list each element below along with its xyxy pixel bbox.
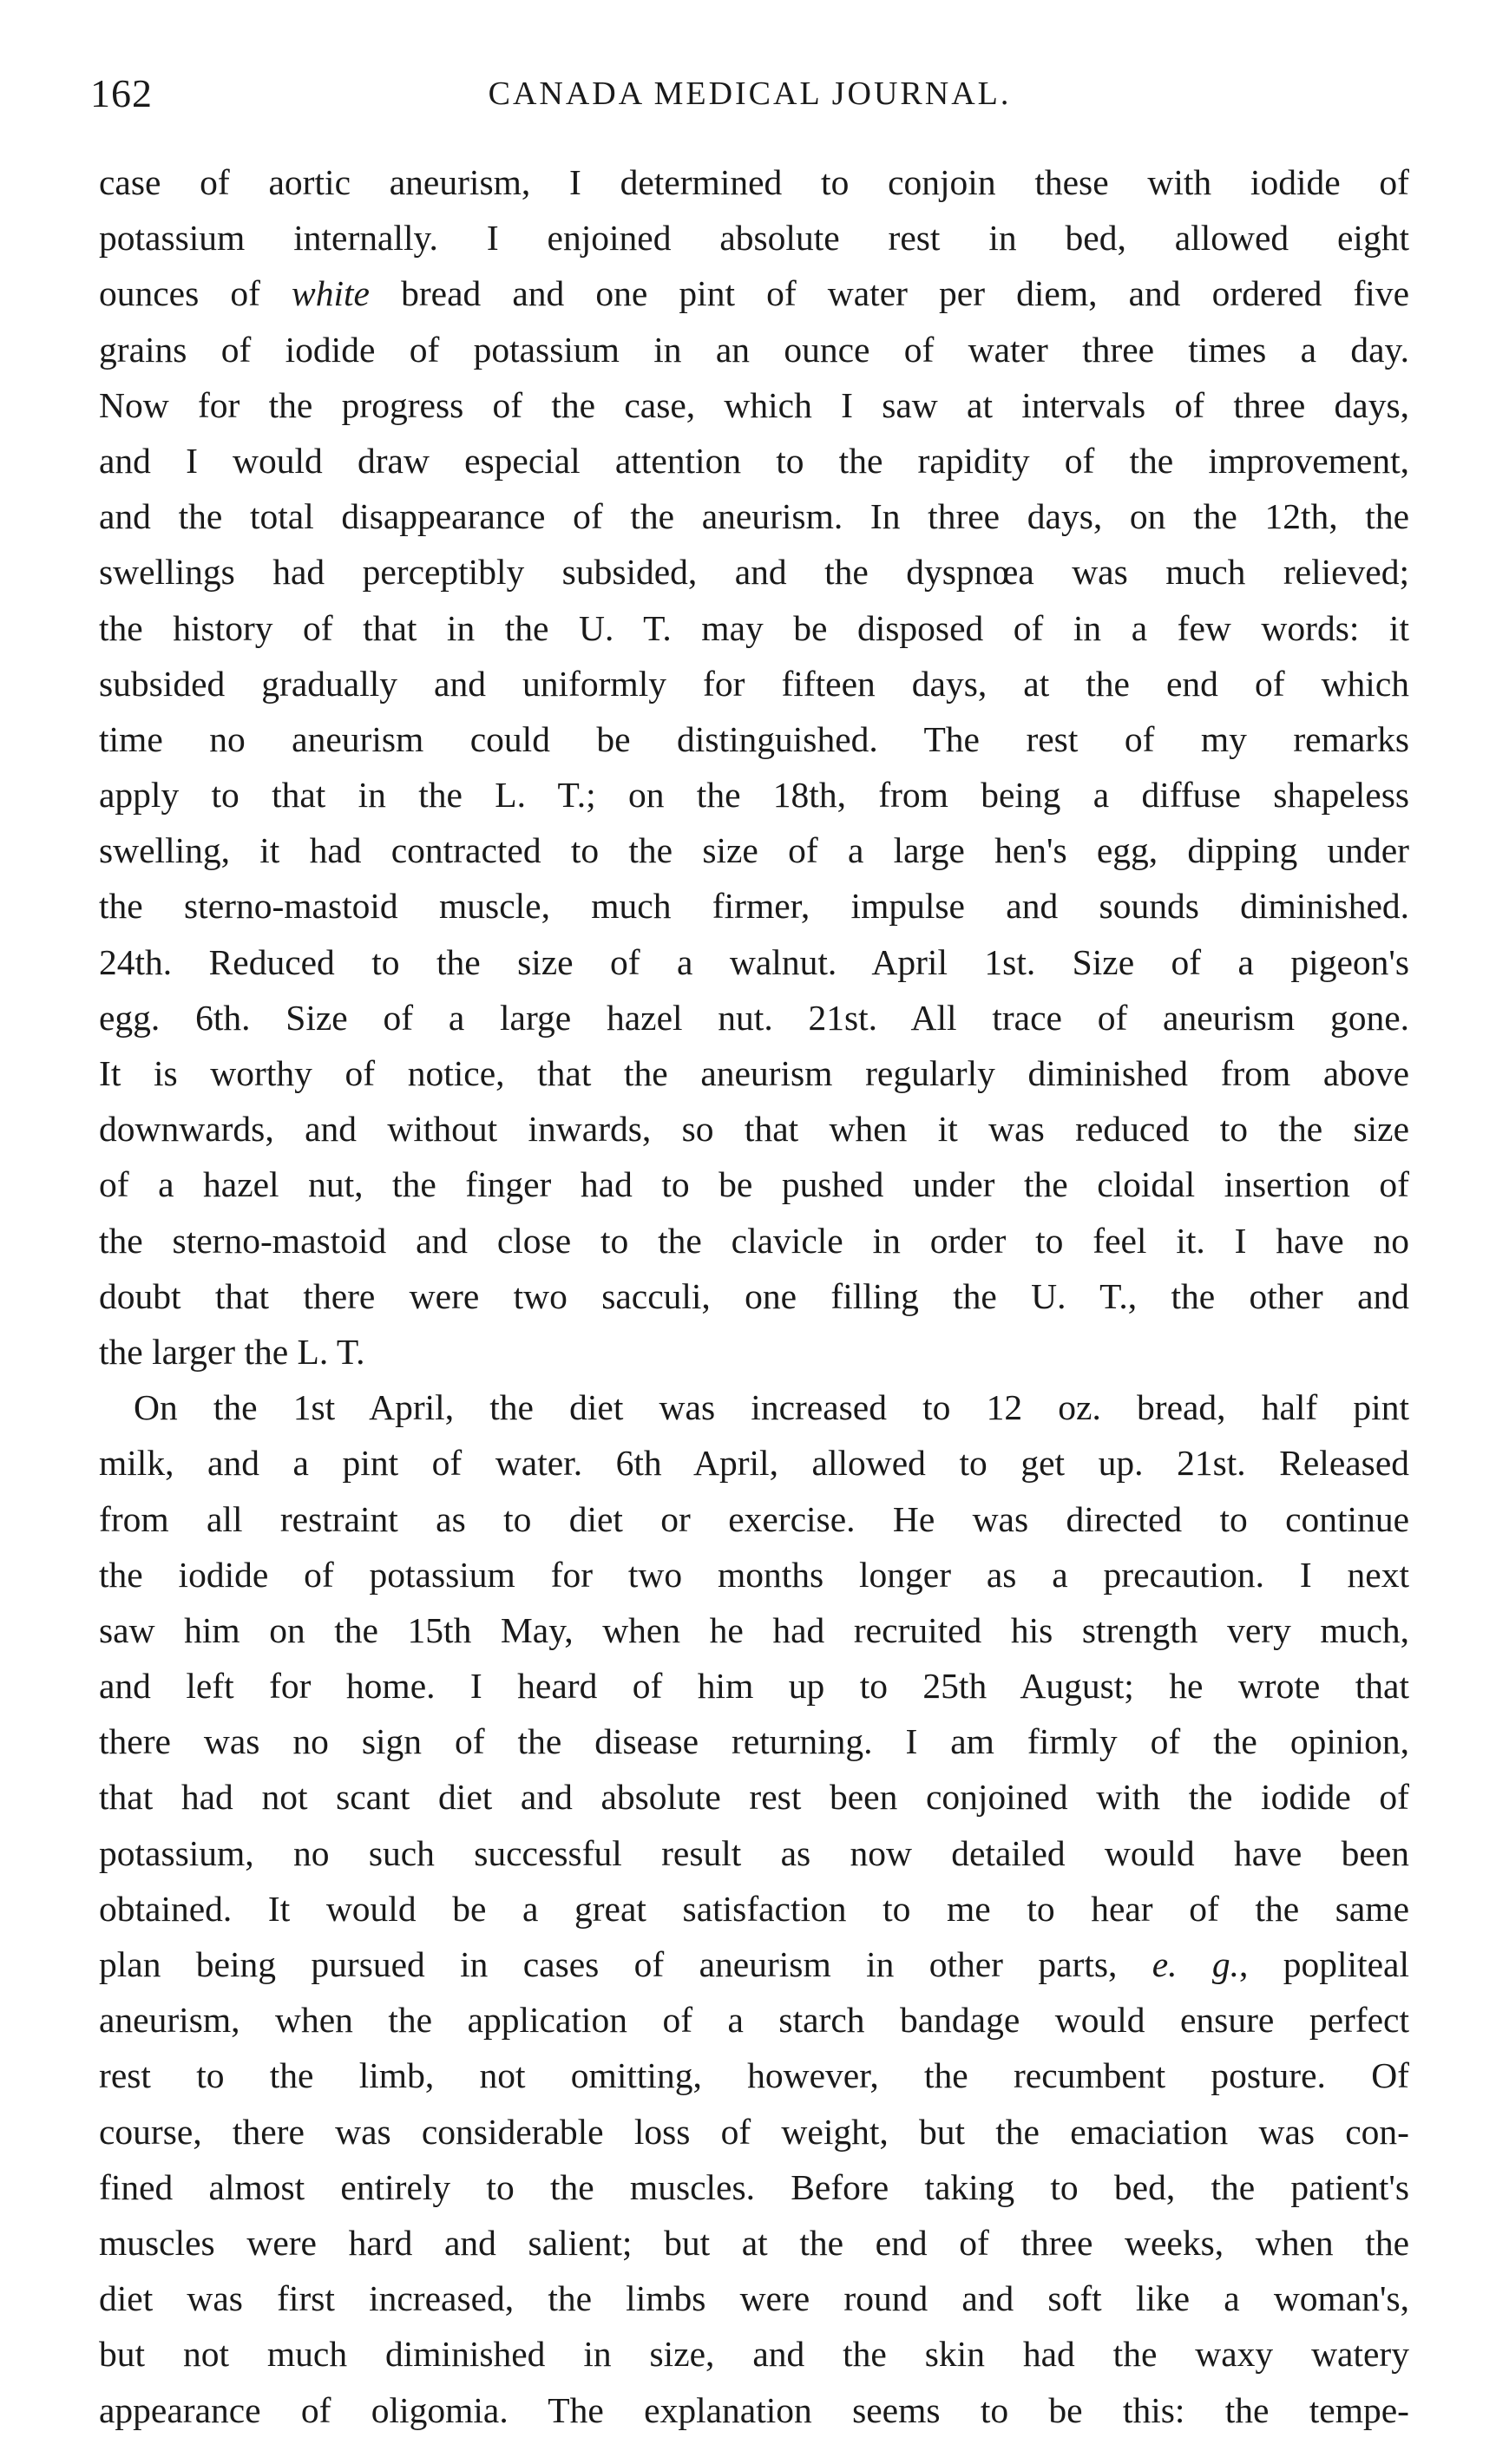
text-line: apply to that in the L. T.; on the 18th, from being a diffuse shapeless: [99, 775, 1409, 816]
italic-word: white: [292, 273, 370, 314]
text-line: doubt that there were two sacculi, one filling the U. T., the other and: [99, 1275, 1409, 1316]
text-line: course, there was considerable loss of weight, but the emaciation was con-: [99, 2111, 1409, 2152]
text-line: the sterno-mastoid muscle, much firmer, impulse and sounds diminished.: [99, 886, 1409, 927]
text-line: potassium, no such successful result as now detailed would have been: [99, 1832, 1409, 1873]
page-header: [90, 59, 1409, 128]
text-line: the larger the L. T.: [99, 1331, 365, 1372]
text-line: the history of that in the U. T. may be disposed of in a few words: it: [99, 607, 1409, 648]
text-line: case of aortic aneurism, I determined to conjoin these with iodide of: [99, 162, 1409, 202]
italic-word: e. g.: [1152, 1944, 1240, 1984]
text-line: obtained. It would be a great satisfaction to me to hear of the same: [99, 1888, 1409, 1929]
text-line: plan being pursued in cases of aneurism in other parts, e. g., popliteal: [99, 1944, 1409, 1984]
text-line: and left for home. I heard of him up to 25th August; he wrote that: [99, 1666, 1409, 1707]
text-line: potassium internally. I enjoined absolute rest in bed, allowed eight: [99, 218, 1409, 259]
text-line: and I would draw especial attention to the rapidity of the improvement,: [99, 440, 1409, 481]
text-line: time no aneurism could be distinguished. The rest of my remarks: [99, 718, 1409, 759]
text-line: ounces of white bread and one pint of water per diem, and ordered five: [99, 273, 1409, 314]
body-text: [99, 154, 1409, 2438]
text-line: the sterno-mastoid and close to the clavicle in order to feel it. I have no: [99, 1220, 1409, 1261]
text-line: the iodide of potassium for two months longer as a precaution. I next: [99, 1554, 1409, 1595]
text-line: It is worthy of notice, that the aneurism regularly diminished from above: [99, 1053, 1409, 1093]
text-line: diet was first increased, the limbs were round and soft like a woman's,: [99, 2278, 1409, 2319]
text-line: and the total disappearance of the aneurism. In three days, on the 12th, the: [99, 496, 1409, 537]
text-line: subsided gradually and uniformly for fifteen days, at the end of which: [99, 663, 1409, 704]
page-number: 162: [90, 71, 153, 115]
text-line: rest to the limb, not omitting, however, the recumbent posture. Of: [99, 2055, 1409, 2096]
text-line: milk, and a pint of water. 6th April, allowed to get up. 21st. Released: [99, 1443, 1409, 1484]
text-line: appearance of oligomia. The explanation seems to be this: the tempe-: [99, 2389, 1409, 2430]
text-line: from all restraint as to diet or exercise. He was directed to continue: [99, 1498, 1409, 1539]
running-head: CANADA MEDICAL JOURNAL.: [488, 75, 1012, 112]
text-line: Now for the progress of the case, which I saw at intervals of three days,: [99, 384, 1409, 425]
text-line: swellings had perceptibly subsided, and the dyspnœa was much relieved;: [99, 552, 1409, 593]
text-line: of a hazel nut, the finger had to be pushed under the cloidal insertion of: [99, 1164, 1409, 1205]
text-line: there was no sign of the disease returning. I am firmly of the opinion,: [99, 1721, 1409, 1762]
text-line: On the 1st April, the diet was increased to 12 oz. bread, half pint: [134, 1387, 1409, 1428]
text-line: swelling, it had contracted to the size of a large hen's egg, dipping under: [99, 830, 1409, 871]
text-line: egg. 6th. Size of a large hazel nut. 21st. All trace of aneurism gone.: [99, 997, 1409, 1038]
text-line: aneurism, when the application of a starch bandage would ensure perfect: [99, 2000, 1409, 2041]
text-line: 24th. Reduced to the size of a walnut. April 1st. Size of a pigeon's: [99, 941, 1409, 982]
text-line: muscles were hard and salient; but at the end of three weeks, when the: [99, 2222, 1409, 2263]
text-line: grains of iodide of potassium in an ounce of water three times a day.: [99, 329, 1409, 370]
text-line: but not much diminished in size, and the skin had the waxy watery: [99, 2334, 1409, 2375]
text-line: fined almost entirely to the muscles. Before taking to bed, the patient's: [99, 2166, 1409, 2207]
text-line: downwards, and without inwards, so that when it was reduced to the size: [99, 1109, 1409, 1150]
text-line: that had not scant diet and absolute rest been conjoined with the iodide of: [99, 1777, 1409, 1818]
text-line: saw him on the 15th May, when he had recruited his strength very much,: [99, 1609, 1409, 1650]
